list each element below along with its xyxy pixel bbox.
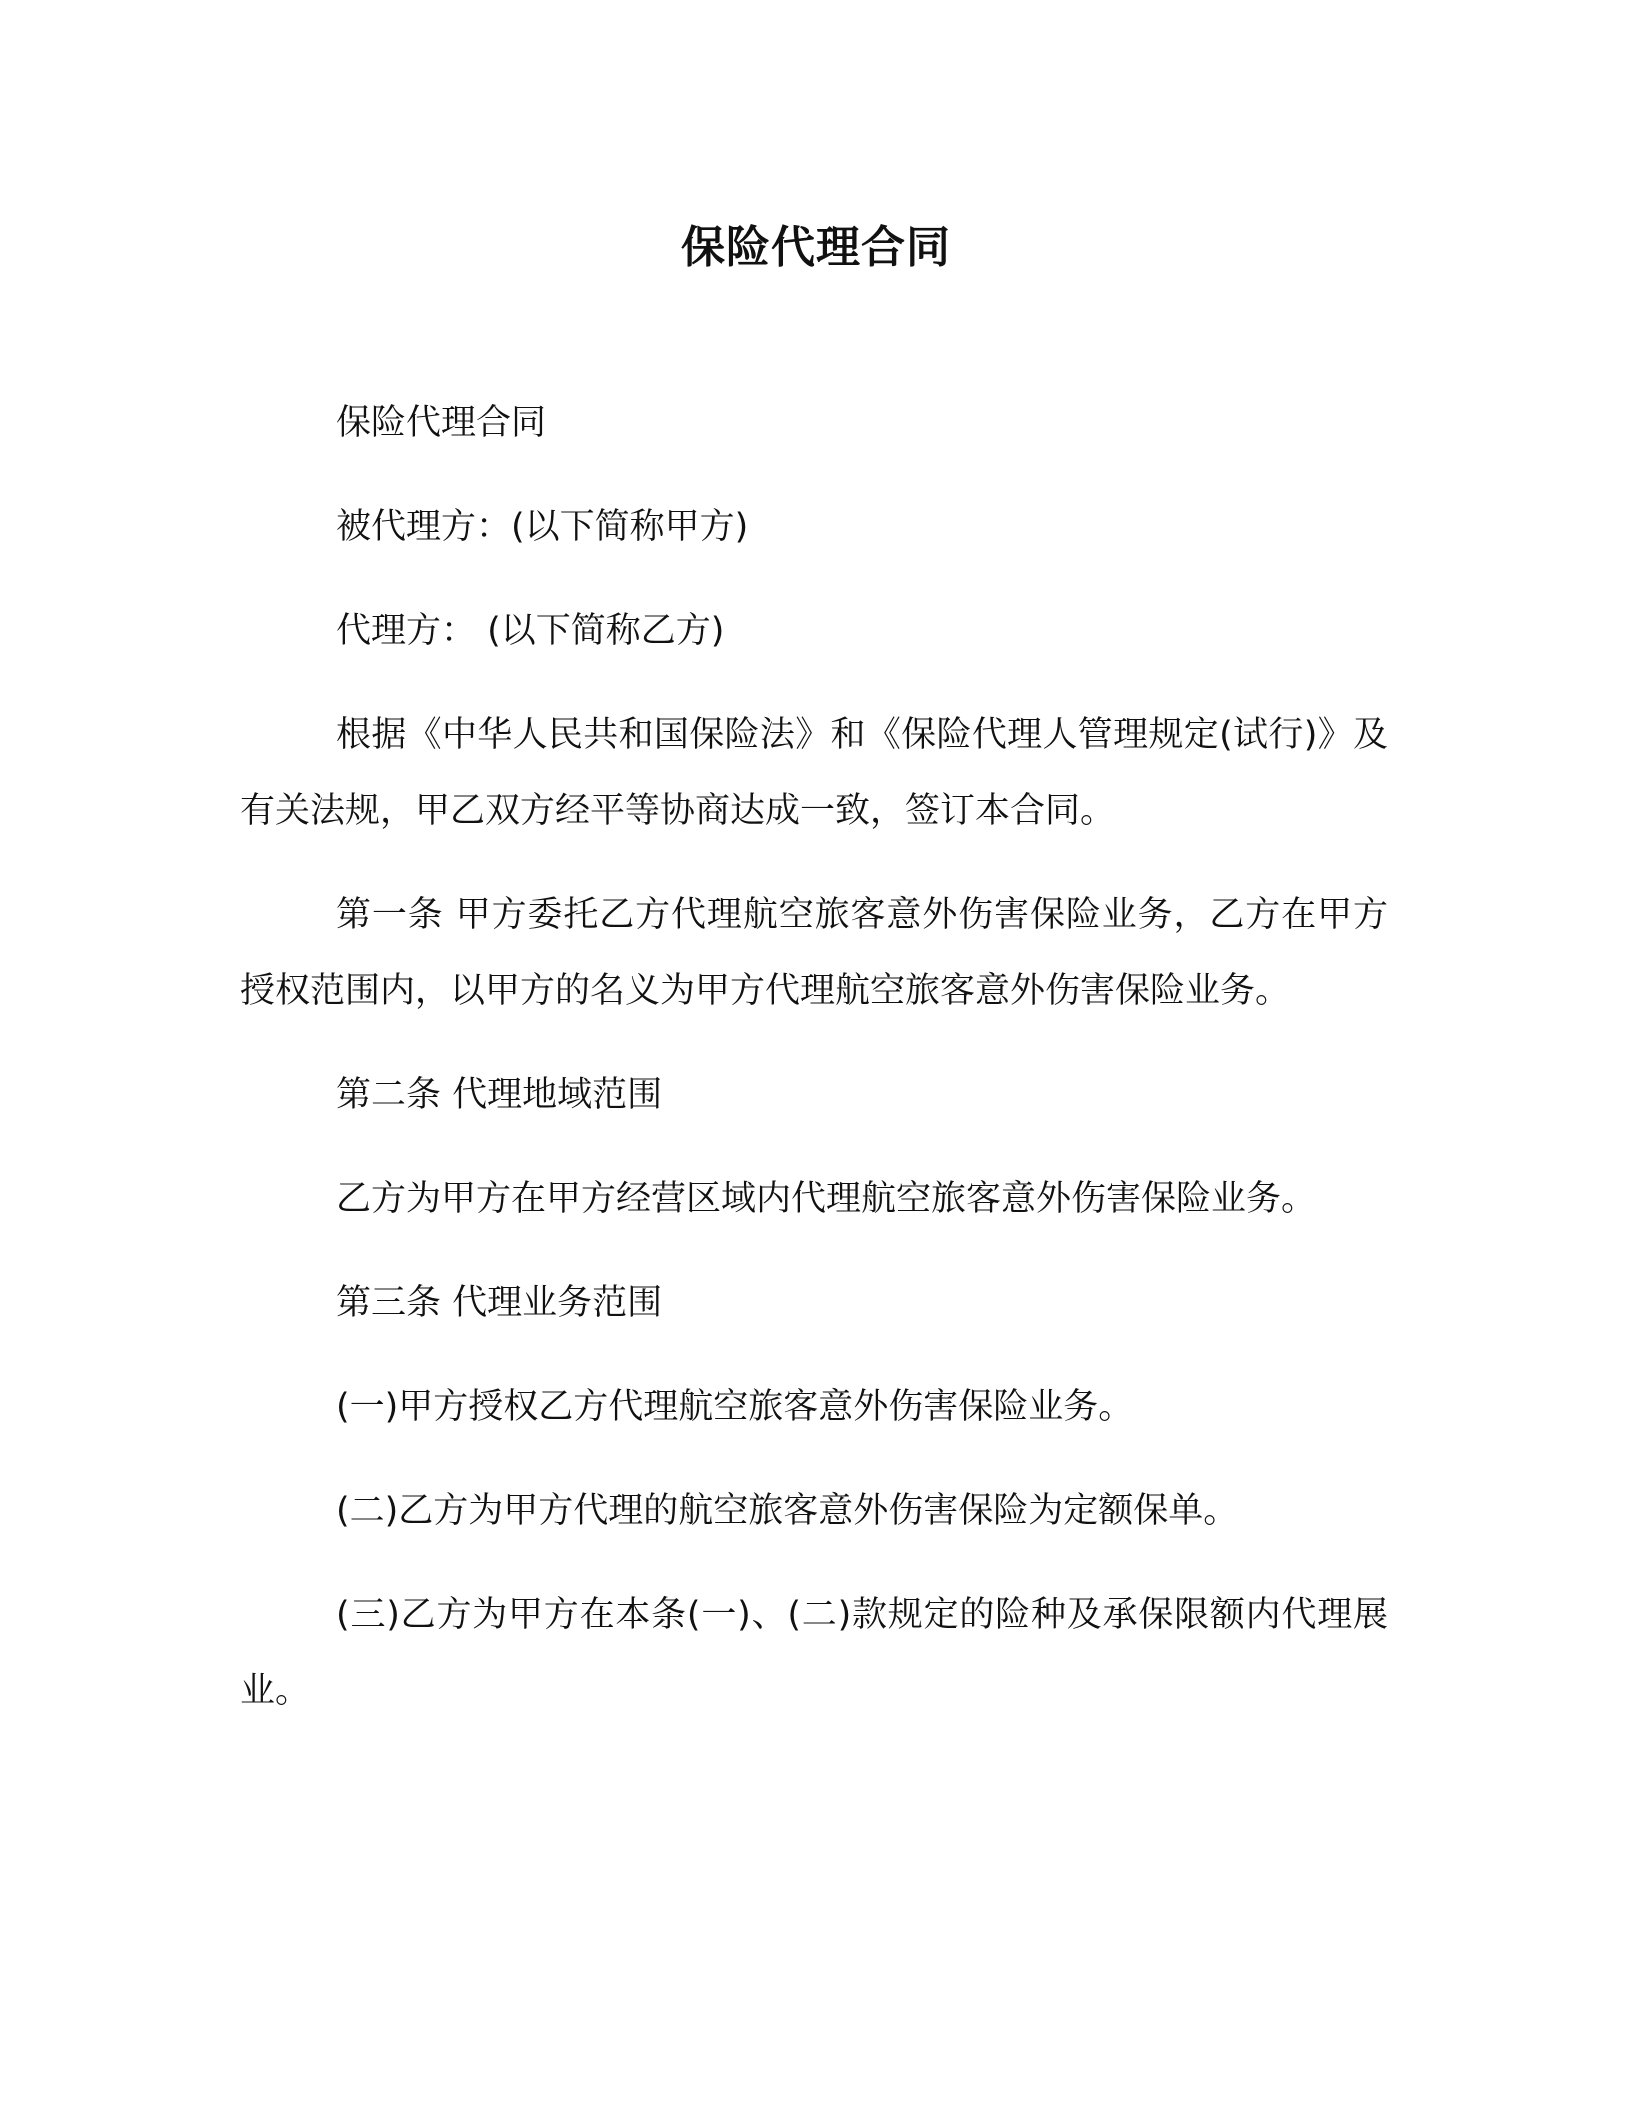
paragraph-basis: 根据《中华人民共和国保险法》和《保险代理人管理规定(试行)》及有关法规，甲乙双方经平等协商达成一致，签订本合同。 [240, 715, 1388, 831]
paragraph-article-3-item-3: (三)乙方为甲方在本条(一)、(二)款规定的险种及承保限额内代理展业。 [240, 1595, 1388, 1711]
paragraph-article-1: 第一条 甲方委托乙方代理航空旅客意外伤害保险业务，乙方在甲方授权范围内，以甲方的名义为甲方代理航空旅客意外伤害保险业务。 [240, 895, 1388, 1011]
document-body [240, 385, 1388, 1757]
document-title: 保险代理合同 [681, 222, 951, 273]
paragraph-agent: 代理方： (以下简称乙方) [336, 611, 725, 651]
paragraph-article-2-title: 第二条 代理地域范围 [336, 1075, 663, 1115]
paragraph-article-2-body: 乙方为甲方在甲方经营区域内代理航空旅客意外伤害保险业务。 [336, 1179, 1317, 1219]
paragraph-article-3-item-1: (一)甲方授权乙方代理航空旅客意外伤害保险业务。 [336, 1387, 1134, 1427]
paragraph-principal: 被代理方：(以下简称甲方) [336, 507, 749, 547]
paragraph-article-3-item-2: (二)乙方为甲方代理的航空旅客意外伤害保险为定额保单。 [336, 1491, 1239, 1531]
paragraph-heading: 保险代理合同 [336, 403, 547, 443]
paragraph-article-3-title: 第三条 代理业务范围 [336, 1283, 663, 1323]
